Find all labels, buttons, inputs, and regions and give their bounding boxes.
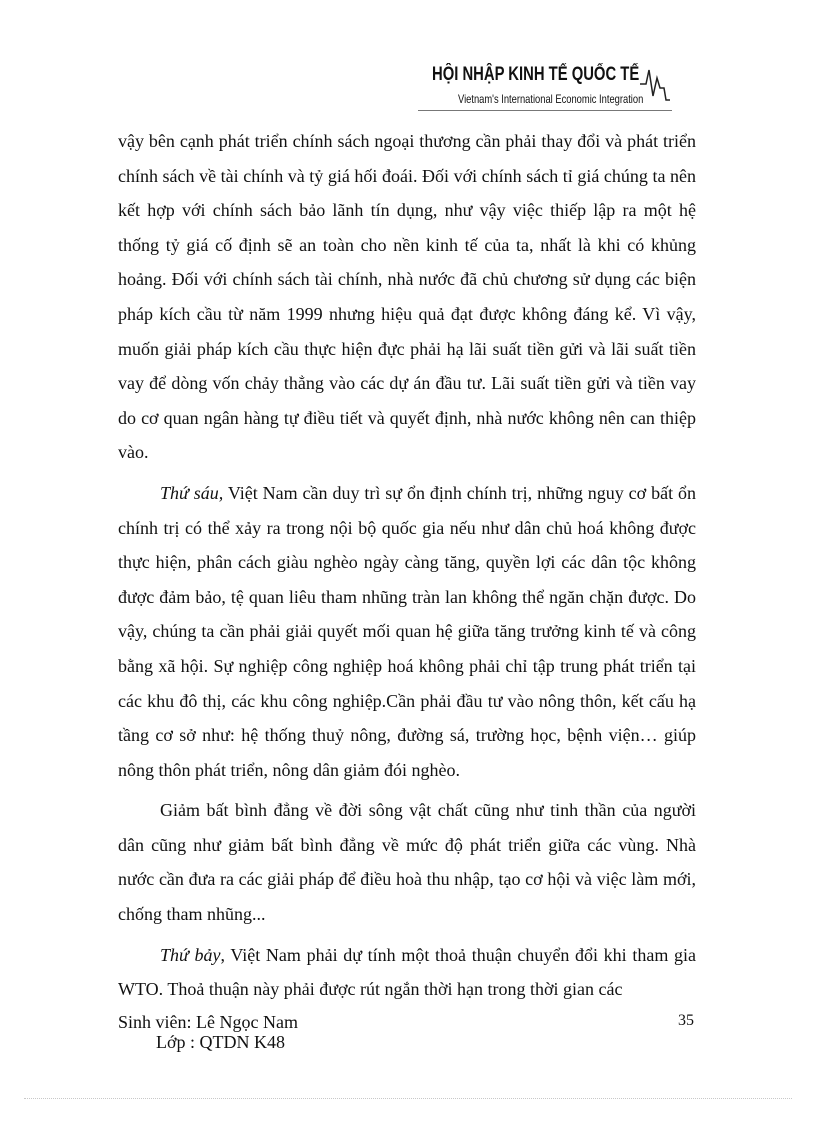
- header-title: HỘI NHẬP KINH TẾ QUỐC TẾ: [432, 64, 640, 85]
- paragraph-text: , Việt Nam phải dự tính một thoả thuận chuyển đổi khi tham gia WTO. Thoả thuận này phải được rút ngắn thời hạn trong thời gian các: [118, 944, 696, 1000]
- footer-student: Sinh viên: Lê Ngọc Nam: [118, 1012, 298, 1032]
- paragraph-3: [118, 793, 696, 931]
- header-underline: [418, 110, 672, 111]
- running-header: [418, 58, 672, 114]
- pulse-line-icon: [640, 62, 670, 108]
- paragraph-text: Giảm bất bình đẳng về đời sông vật chất cũng như tinh thần của người dân cũng như giảm bất bình đẳng về mức độ phát triển giữa các vùng. Nhà nước cần đưa ra các giải pháp để điều hoà thu nhập, tạo cơ hội và việc làm mới, chống tham nhũng...: [118, 800, 696, 925]
- body-text: [118, 124, 696, 1013]
- paragraph-4: [118, 938, 696, 1007]
- footer-class: Lớp : QTDN K48: [156, 1032, 286, 1052]
- paragraph-2: [118, 476, 696, 787]
- paragraph-1: [118, 124, 696, 470]
- paragraph-lead: Thứ bảy: [160, 944, 221, 965]
- paragraph-lead: Thứ sáu,: [160, 482, 224, 503]
- header-subtitle: Vietnam's International Economic Integration: [458, 92, 644, 106]
- paragraph-text: Việt Nam cần duy trì sự ổn định chính trị, những nguy cơ bất ổn chính trị có thể xảy ra trong nội bộ quốc gia nếu như dân chủ hoá không được thực hiện, phân cách giàu nghèo ngày càng tăng, quyền lợi các dân tộc không được đảm bảo, tệ quan liêu tham nhũng tràn lan không thể ngăn chặn được. Do vậy, chúng ta cần phải giải quyết mối quan hệ giữa tăng trưởng kinh tế và công bằng xã hội. Sự nghiệp công nghiệp hoá không phải chỉ tập trung phát triển tại các khu đô thị, các khu công nghiệp.Cần phải đầu tư vào nông thôn, kết cấu hạ tầng cơ sở như: hệ thống thuỷ nông, đường sá, trường học, bệnh viện… giúp nông thôn phát triển, nông dân giảm đói nghèo.: [118, 482, 696, 780]
- paragraph-text: vậy bên cạnh phát triển chính sách ngoại thương cần phải thay đổi và phát triển chính sách về tài chính và tỷ giá hối đoái. Đối với chính sách tỉ giá chúng ta nên kết hợp với chính sách bảo lãnh tín dụng, như vậy việc thiếp lập ra một hệ thống tỷ giá cố định sẽ an toàn cho nền kinh tế của ta, nhất là khi có khủng hoảng. Đối với chính sách tài chính, nhà nước đã chủ chương sử dụng các biện pháp kích cầu từ năm 1999 nhưng hiệu quả đạt được không đáng kể. Vì vậy, muốn giải pháp kích cầu thực hiện đực phải hạ lãi suất tiền gửi và lãi suất tiền vay để dòng vốn chảy thẳng vào các dự án đầu tư. Lãi suất tiền gửi và tiền vay do cơ quan ngân hàng tự điều tiết và quyết định, nhà nước không nên can thiệp vào.: [118, 131, 696, 463]
- page-edge-divider: [24, 1098, 792, 1099]
- page-number: 35: [678, 1012, 694, 1029]
